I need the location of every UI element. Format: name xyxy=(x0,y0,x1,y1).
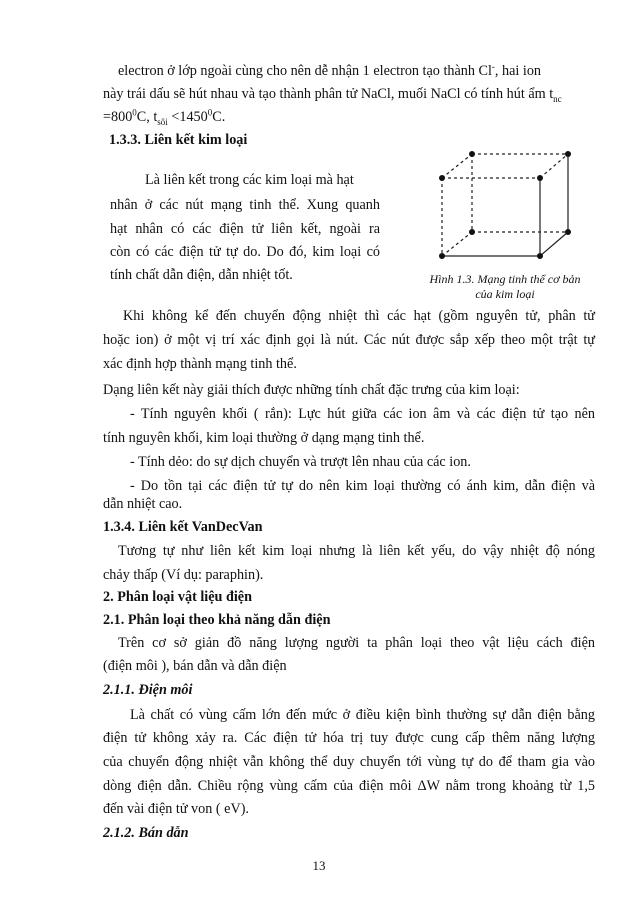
box-text-line: tính chất dẫn điện, dẫn nhiệt tốt. xyxy=(110,267,293,283)
list-item-continuation: dẫn nhiệt cao. xyxy=(103,496,183,512)
paragraph-line: đến vài điện tử von ( eV). xyxy=(103,801,249,817)
crystal-lattice-figure xyxy=(432,146,582,264)
box-text-line: hạt nhân có các điện tử liên kết, ngoài ra xyxy=(110,221,380,237)
paragraph-line: Trên cơ sở giản đồ năng lượng người ta phân loại theo vật liệu cách điện xyxy=(118,635,595,651)
paragraph-line: chảy thấp (Ví dụ: paraphin). xyxy=(103,567,264,583)
section-heading-2-1-1: 2.1.1. Điện môi xyxy=(103,682,193,698)
paragraph-line: Khi không kể đến chuyển động nhiệt thì các hạt (gồm nguyên tử, phân tử xyxy=(123,308,595,324)
lattice-node xyxy=(439,175,445,181)
paragraph-line: dòng điện dẫn. Chiều rộng vùng cấm của điện môi ΔW nằm trong khoảng từ 1,5 xyxy=(103,778,595,794)
paragraph-line: (điện môi ), bán dẫn và dẫn điện xyxy=(103,658,287,674)
paragraph-line: electron ở lớp ngoài cùng cho nên dễ nhận 1 electron tạo thành Cl-, hai ion xyxy=(118,61,542,79)
box-text-line: Là liên kết trong các kim loại mà hạt xyxy=(145,172,354,188)
section-heading-2: 2. Phân loại vật liệu điện xyxy=(103,589,252,605)
paragraph-line: Tương tự như liên kết kim loại nhưng là liên kết yếu, do vậy nhiệt độ nóng xyxy=(118,543,595,559)
lattice-node xyxy=(565,151,571,157)
section-heading-1-3-4: 1.3.4. Liên kết VanDecVan xyxy=(103,519,263,535)
paragraph-line: xác định hợp thành mạng tinh thể. xyxy=(103,356,297,372)
paragraph-line: Dạng liên kết này giải thích được những tính chất đặc trưng của kim loại: xyxy=(103,382,520,398)
section-heading-2-1: 2.1. Phân loại theo khả năng dẫn điện xyxy=(103,612,331,628)
lattice-node xyxy=(469,151,475,157)
lattice-node xyxy=(537,253,543,259)
page-number: 13 xyxy=(312,858,326,873)
paragraph-line: hoặc ion) ở một vị trí xác định gọi là nút. Các nút được sắp xếp theo một trật tự xyxy=(103,332,595,348)
paragraph-line: điện tử không xảy ra. Các điện tử hóa trị tuy được cung cấp thêm năng lượng xyxy=(103,730,595,746)
box-text-line: còn có các điện tử tự do. Do đó, kim loại có xyxy=(110,244,380,260)
box-text-line: nhân ở các nút mạng tinh thể. Xung quanh xyxy=(110,197,380,213)
lattice-node xyxy=(537,175,543,181)
lattice-node xyxy=(469,229,475,235)
lattice-node xyxy=(439,253,445,259)
lattice-node xyxy=(565,229,571,235)
figure-caption: Hình 1.3. Mạng tinh thể cơ bản của kim loại xyxy=(429,272,581,301)
section-heading-2-1-2: 2.1.2. Bán dẫn xyxy=(103,825,189,841)
list-item-continuation: tính nguyên khối, kim loại thường ở dạng mạng tinh thể. xyxy=(103,430,425,446)
paragraph-line: $=800^0C$, $t_{sôi} <1450^0C$. xyxy=(103,107,226,127)
paragraph-line: Là chất có vùng cấm lớn đến mức ở điều kiện bình thường sự dẫn điện bằng xyxy=(130,707,595,723)
list-item: - Tính dẻo: do sự dịch chuyển và trượt lên nhau của các ion. xyxy=(130,454,471,470)
list-item: - Tính nguyên khối ( rắn): Lực hút giữa các ion âm và các điện tử tạo nên xyxy=(130,406,595,422)
paragraph-line: của chuyển động nhiệt vẫn không thể duy chuyển tới vùng tự do để tham gia vào xyxy=(103,754,595,770)
paragraph-line: này trái dấu sẽ hút nhau và tạo thành phân tử NaCl, muối NaCl có tính hút ẩm $t_{nc}$ xyxy=(103,86,562,104)
list-item: - Do tồn tại các điện tử tự do nên kim loại thường có ánh kim, dẫn điện và xyxy=(130,478,595,494)
section-heading-1-3-3: 1.3.3. Liên kết kim loại xyxy=(109,132,248,148)
